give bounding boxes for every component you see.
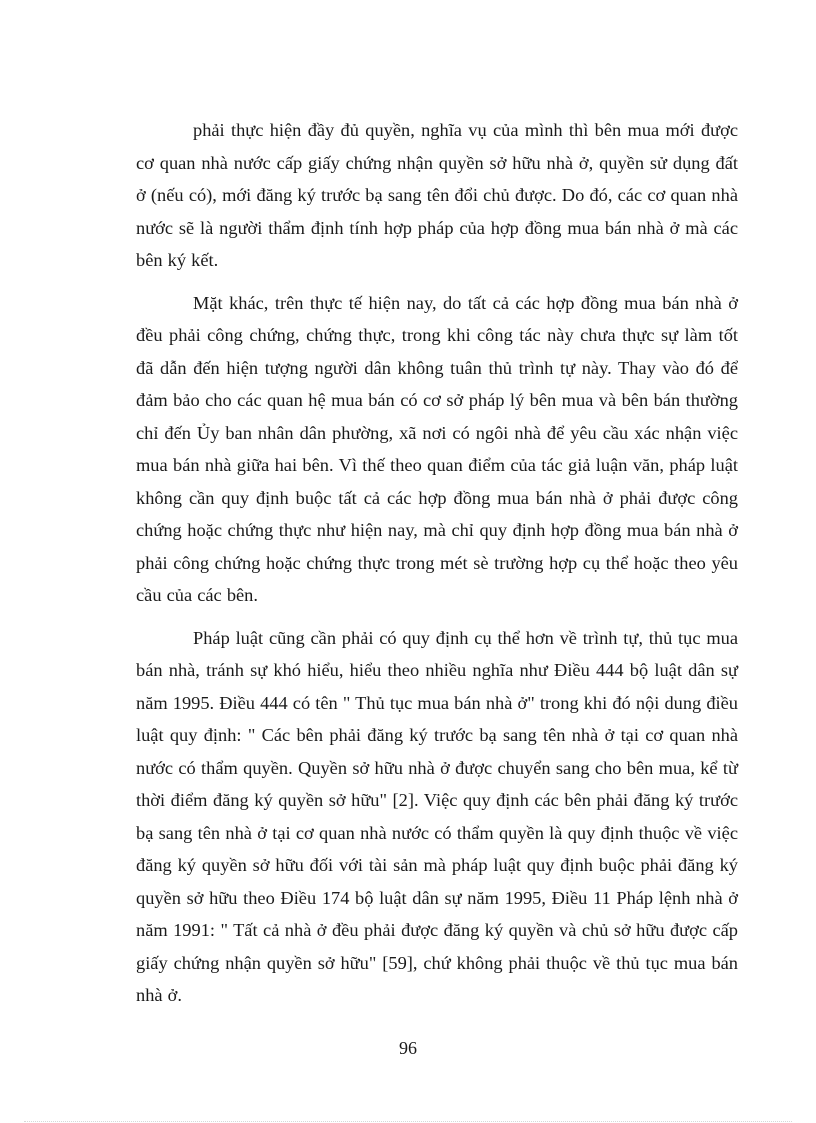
page-number: 96 <box>399 1038 417 1058</box>
document-body <box>136 114 738 1022</box>
paragraph-2: Mặt khác, trên thực tế hiện nay, do tất cả các hợp đồng mua bán nhà ở đều phải công chứng, chứng thực, trong khi công tác này chưa thực sự làm tốt đã dẫn đến hiện tượng người dân không tuân thủ trình tự này. Thay vào đó để đảm bảo cho các quan hệ mua bán có cơ sở pháp lý bên mua và bên bán thường chỉ đến Ủy ban nhân dân phường, xã nơi có ngôi nhà để yêu cầu xác nhận việc mua bán nhà giữa hai bên. Vì thế theo quan điểm của tác giả luận văn, pháp luật không cần quy định buộc tất cả các hợp đồng mua bán nhà ở phải được công chứng hoặc chứng thực như hiện nay, mà chỉ quy định hợp đồng mua bán nhà ở phải công chứng hoặc chứng thực trong mét sè trường hợp cụ thể hoặc theo yêu cầu của các bên. <box>136 292 738 605</box>
paragraph-1: phải thực hiện đầy đủ quyền, nghĩa vụ của mình thì bên mua mới được cơ quan nhà nước cấp giấy chứng nhận quyền sở hữu nhà ở, quyền sử dụng đất ở (nếu có), mới đăng ký trước bạ sang tên đổi chủ được. Do đó, các cơ quan nhà nước sẽ là người thẩm định tính hợp pháp của hợp đồng mua bán nhà ở mà các bên ký kết. <box>136 120 738 270</box>
page-bottom-divider <box>24 1121 792 1122</box>
paragraph-3: Pháp luật cũng cần phải có quy định cụ thể hơn về trình tự, thủ tục mua bán nhà, tránh sự khó hiểu, hiểu theo nhiều nghĩa như Điều 444 bộ luật dân sự năm 1995. Điều 444 có tên " Thủ tục mua bán nhà ở" trong khi đó nội dung điều luật quy định: " Các bên phải đăng ký trước bạ sang tên nhà ở tại cơ quan nhà nước có thẩm quyền. Quyền sở hữu nhà ở được chuyển sang cho bên mua, kể từ thời điểm đăng ký quyền sở hữu" [2]. Việc quy định các bên phải đăng ký trước bạ sang tên nhà ở tại cơ quan nhà nước có thẩm quyền là quy định thuộc về việc đăng ký quyền sở hữu đối với tài sản mà pháp luật quy định buộc phải đăng ký quyền sở hữu theo Điều 174 bộ luật dân sự năm 1995, Điều 11 Pháp lệnh nhà ở năm 1991: " Tất cả nhà ở đều phải được đăng ký quyền và chủ sở hữu được cấp giấy chứng nhận quyền sở hữu" [59], chứ không phải thuộc về thủ tục mua bán nhà ở. <box>136 627 738 1005</box>
